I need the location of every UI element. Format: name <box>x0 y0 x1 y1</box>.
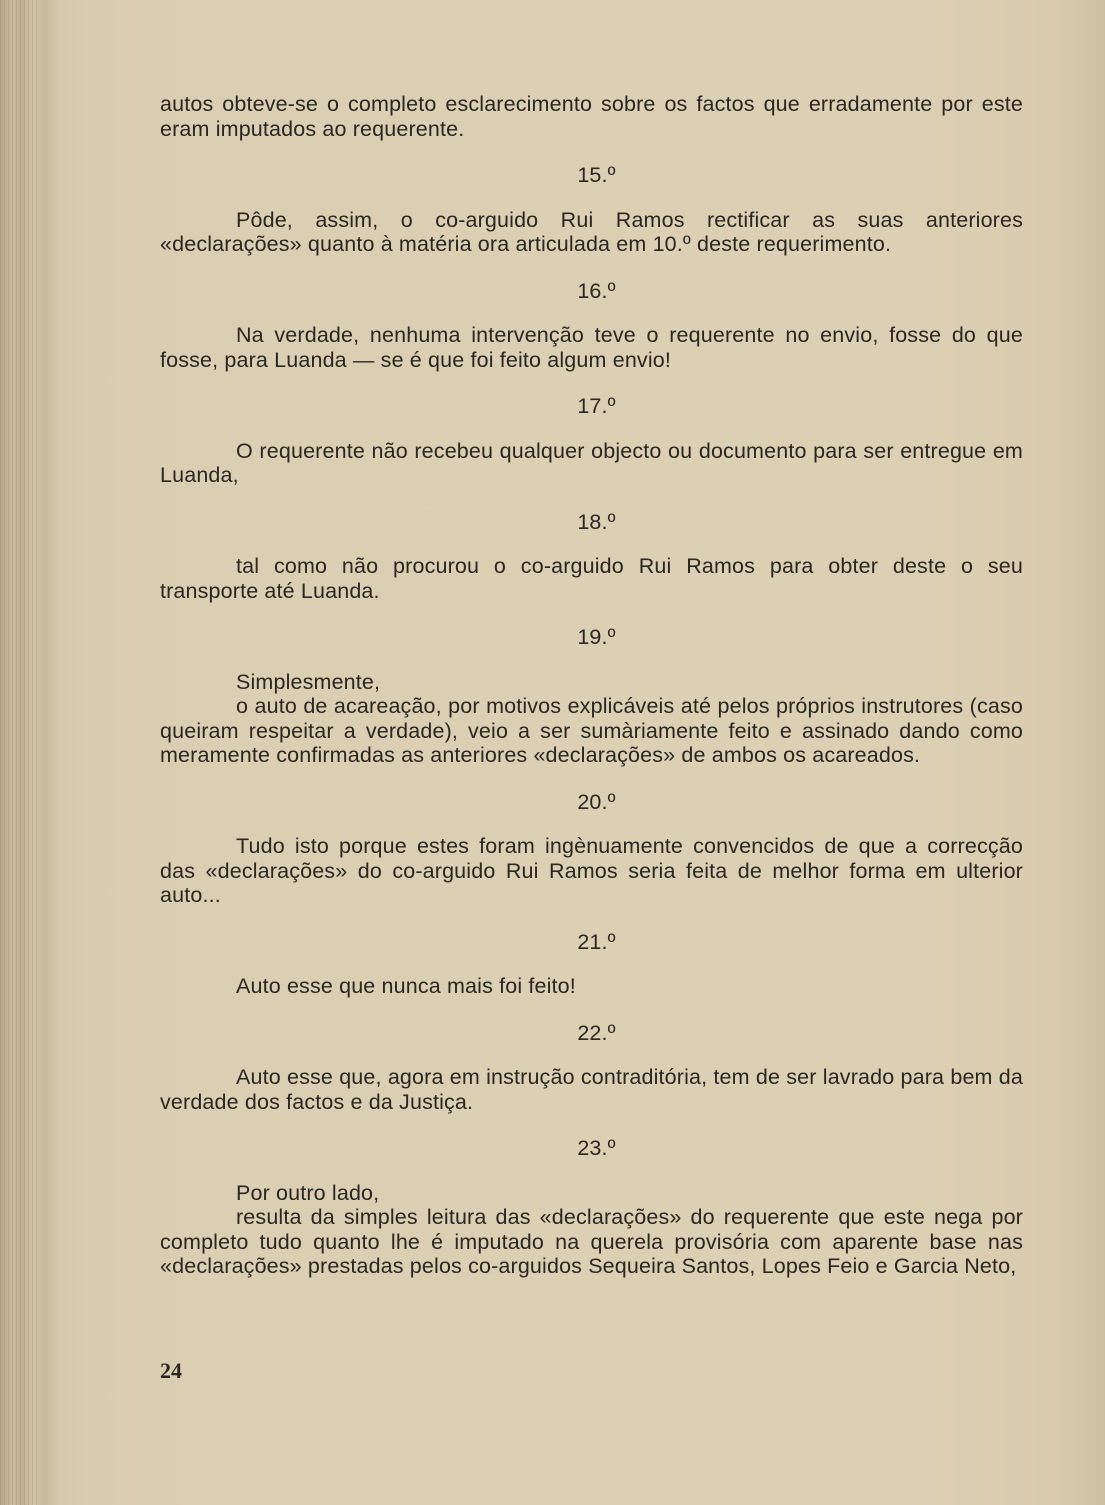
paragraph-20: Tudo isto porque estes foram ingènuamente convencidos de que a correcção das «declarações» do co-arguido Rui Ramos seria feita de melhor forma em ulterior auto... <box>160 834 1023 907</box>
paragraph-15: Pôde, assim, o co-arguido Rui Ramos rectificar as suas anteriores «declarações» quanto à matéria ora articulada em 10.º deste requerimento. <box>160 207 1023 256</box>
article-number-21: 21.º <box>577 929 616 954</box>
paragraph-16: Na verdade, nenhuma intervenção teve o requerente no envio, fosse do que fosse, para Luanda — se é que foi feito algum envio! <box>160 323 1023 372</box>
paragraph-19-a: Simplesmente, <box>236 669 381 694</box>
paragraph-19-b: o auto de acareação, por motivos explicáveis até pelos próprios instrutores (caso queiram respeitar a verdade), veio a ser sumàriamente feito e assinado dando como meramente confirmadas as anteriores «declarações» de ambos os acareados. <box>160 694 1023 767</box>
paragraph-23-a: Por outro lado, <box>236 1180 380 1205</box>
article-number-18: 18.º <box>577 509 616 534</box>
article-number-17: 17.º <box>577 394 616 418</box>
article-number-15: 15.º <box>577 163 616 187</box>
article-number-23: 23.º <box>577 1136 616 1160</box>
paragraph-18: tal como não procurou o co-arguido Rui Ramos para obter deste o seu transporte até Luanda. <box>160 554 1023 603</box>
paragraph-22: Auto esse que, agora em instrução contraditória, tem de ser lavrado para bem da verdade dos factos e da Justiça. <box>160 1065 1023 1114</box>
article-number-16: 16.º <box>577 278 616 303</box>
paragraph-intro: autos obteve-se o completo esclarecimento sobre os factos que erradamente por este eram imputados ao requerente. <box>160 92 1023 141</box>
paragraph-21: Auto esse que nunca mais foi feito! <box>236 974 576 998</box>
paragraph-23-b: resulta da simples leitura das «declarações» do requerente que este nega por completo tudo quanto lhe é imputado na querela provisória com aparente base nas «declarações» prestadas pelos co-arguidos Sequeira Santos, Lopes Feio e Garcia Neto, <box>160 1205 1023 1278</box>
article-number-22: 22.º <box>577 1020 616 1045</box>
article-number-20: 20.º <box>577 789 616 814</box>
article-number-19: 19.º <box>577 625 616 649</box>
paragraph-17: O requerente não recebeu qualquer objecto ou documento para ser entregue em Luanda, <box>160 438 1023 487</box>
book-spine-edge <box>0 0 40 1505</box>
page-body <box>160 92 1023 1279</box>
page-number: 24 <box>160 1358 182 1383</box>
